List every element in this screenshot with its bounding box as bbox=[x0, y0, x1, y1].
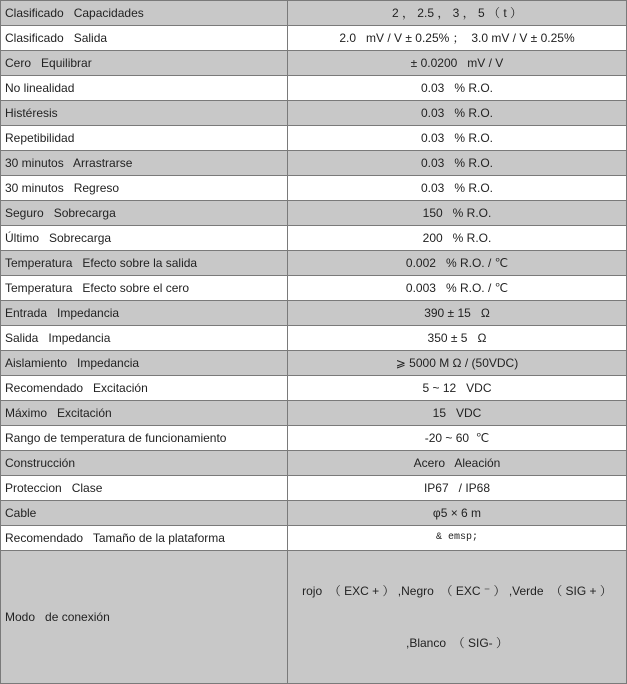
spec-value: 2.0 mV / V ± 0.25% ； 3.0 mV / V ± 0.25% bbox=[288, 26, 627, 51]
spec-value: 0.03 % R.O. bbox=[288, 101, 627, 126]
spec-value: 0.03 % R.O. bbox=[288, 76, 627, 101]
spec-value: 0.003 % R.O. / ℃ bbox=[288, 276, 627, 301]
spec-row bbox=[1, 451, 627, 476]
spec-label: Cero Equilibrar bbox=[1, 51, 288, 76]
spec-row bbox=[1, 26, 627, 51]
spec-row bbox=[1, 151, 627, 176]
spec-row bbox=[1, 1, 627, 26]
spec-label: 30 minutos Arrastrarse bbox=[1, 151, 288, 176]
spec-value: & emsp; bbox=[288, 526, 627, 551]
spec-label: Temperatura Efecto sobre el cero bbox=[1, 276, 288, 301]
spec-value: 200 % R.O. bbox=[288, 226, 627, 251]
spec-value-connection bbox=[288, 551, 627, 684]
spec-row bbox=[1, 401, 627, 426]
spec-row bbox=[1, 501, 627, 526]
spec-label: Aislamiento Impedancia bbox=[1, 351, 288, 376]
spec-label: Máximo Excitación bbox=[1, 401, 288, 426]
spec-row bbox=[1, 226, 627, 251]
spec-label: Histéresis bbox=[1, 101, 288, 126]
spec-value: 0.03 % R.O. bbox=[288, 126, 627, 151]
spec-row bbox=[1, 301, 627, 326]
spec-value: -20 ~ 60 ℃ bbox=[288, 426, 627, 451]
spec-label: 30 minutos Regreso bbox=[1, 176, 288, 201]
spec-value: φ5 × 6 m bbox=[288, 501, 627, 526]
spec-label: Último Sobrecarga bbox=[1, 226, 288, 251]
spec-label: Recomendado Tamaño de la plataforma bbox=[1, 526, 288, 551]
spec-value: 390 ± 15 Ω bbox=[288, 301, 627, 326]
spec-row bbox=[1, 176, 627, 201]
connection-line-2: ,Blanco （ SIG- ） bbox=[405, 636, 509, 650]
spec-value: 0.03 % R.O. bbox=[288, 151, 627, 176]
spec-value: Acero Aleación bbox=[288, 451, 627, 476]
spec-value: IP67 / IP68 bbox=[288, 476, 627, 501]
spec-value: 0.03 % R.O. bbox=[288, 176, 627, 201]
spec-label: Recomendado Excitación bbox=[1, 376, 288, 401]
spec-row bbox=[1, 101, 627, 126]
spec-value: 5 ~ 12 VDC bbox=[288, 376, 627, 401]
spec-value: 2 ， 2.5 ， 3 ， 5 （ t ） bbox=[288, 1, 627, 26]
spec-label: No linealidad bbox=[1, 76, 288, 101]
spec-value: ⩾ 5000 M Ω / (50VDC) bbox=[288, 351, 627, 376]
spec-label: Proteccion Clase bbox=[1, 476, 288, 501]
spec-row bbox=[1, 251, 627, 276]
connection-line-1: rojo （ EXC + ） ,Negro （ EXC ⁻ ） ,Verde （ SIG + ） bbox=[302, 584, 612, 598]
spec-row bbox=[1, 126, 627, 151]
spec-value: 350 ± 5 Ω bbox=[288, 326, 627, 351]
spec-label: Entrada Impedancia bbox=[1, 301, 288, 326]
spec-row bbox=[1, 201, 627, 226]
spec-label: Construcción bbox=[1, 451, 288, 476]
spec-row bbox=[1, 351, 627, 376]
spec-row bbox=[1, 526, 627, 551]
spec-label: Modo de conexión bbox=[1, 551, 288, 684]
spec-label: Repetibilidad bbox=[1, 126, 288, 151]
spec-row bbox=[1, 476, 627, 501]
spec-value: 150 % R.O. bbox=[288, 201, 627, 226]
spec-value: 15 VDC bbox=[288, 401, 627, 426]
spec-row bbox=[1, 376, 627, 401]
spec-label: Seguro Sobrecarga bbox=[1, 201, 288, 226]
spec-row bbox=[1, 276, 627, 301]
spec-row-connection bbox=[1, 551, 627, 684]
spec-label: Cable bbox=[1, 501, 288, 526]
specifications-body bbox=[1, 1, 627, 684]
spec-row bbox=[1, 51, 627, 76]
spec-value: ± 0.0200 mV / V bbox=[288, 51, 627, 76]
spec-label: Clasificado Salida bbox=[1, 26, 288, 51]
spec-row bbox=[1, 426, 627, 451]
spec-row bbox=[1, 326, 627, 351]
spec-label: Salida Impedancia bbox=[1, 326, 288, 351]
spec-label: Temperatura Efecto sobre la salida bbox=[1, 251, 288, 276]
spec-label: Clasificado Capacidades bbox=[1, 1, 288, 26]
spec-row bbox=[1, 76, 627, 101]
spec-value: 0.002 % R.O. / ℃ bbox=[288, 251, 627, 276]
spec-label: Rango de temperatura de funcionamiento bbox=[1, 426, 288, 451]
